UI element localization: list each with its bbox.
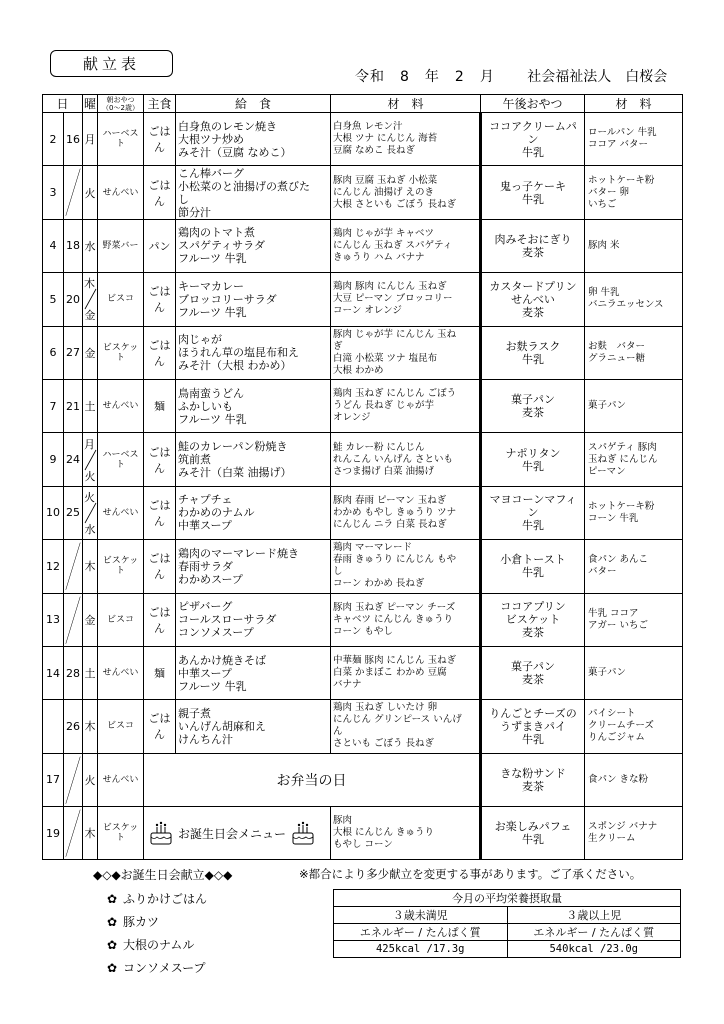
day-number: 14 bbox=[43, 646, 64, 699]
slash-mark bbox=[83, 275, 98, 323]
afternoon-snack: ココアクリームパ ン 牛乳 bbox=[481, 113, 585, 166]
snack-ingredients: 菓子パン bbox=[585, 379, 683, 432]
cake-icon bbox=[290, 819, 316, 847]
weekday: 月 bbox=[83, 113, 98, 166]
day-number: 9 bbox=[43, 433, 64, 486]
morning-snack: ビスケッ ト bbox=[98, 807, 144, 860]
ingredients: 鶏肉 マーマレード 春雨 きゅうり にんじん もや し コーン わかめ 長ねぎ bbox=[331, 540, 481, 593]
ingredients: 豚肉 大根 にんじん きゅうり もやし コーン bbox=[331, 807, 481, 860]
snack-ingredients: スポンジ バナナ 生クリーム bbox=[585, 807, 683, 860]
weekday: 木 bbox=[83, 540, 98, 593]
weekday: 土 bbox=[83, 379, 98, 432]
weekday: 火 bbox=[83, 166, 98, 219]
special-day-label: お弁当の日 bbox=[144, 753, 481, 806]
slash-mark bbox=[64, 594, 82, 646]
date-number: 25 bbox=[64, 486, 83, 539]
ingredients: 鶏肉 玉ねぎ にんじん ごぼう うどん 長ねぎ じゃが芋 オレンジ bbox=[331, 379, 481, 432]
snack-ingredients: 食パン あんこ バター bbox=[585, 540, 683, 593]
date-number: 24 bbox=[64, 433, 83, 486]
day-number: 10 bbox=[43, 486, 64, 539]
date-number: 16 bbox=[64, 113, 83, 166]
weekday: 月 火 bbox=[83, 433, 98, 486]
date-number: 21 bbox=[64, 379, 83, 432]
lunch-menu: 肉じゃが ほうれん草の塩昆布和え みそ汁（大根 わかめ） bbox=[176, 326, 331, 379]
lunch-menu: 鶏肉のマーマレード焼き 春雨サラダ わかめスープ bbox=[176, 540, 331, 593]
lunch-menu: チャプチェ わかめのナムル 中華スープ bbox=[176, 486, 331, 539]
nutrition-table bbox=[333, 889, 681, 958]
table-row bbox=[43, 113, 683, 166]
afternoon-snack: 肉みそおにぎり 麦茶 bbox=[481, 219, 585, 272]
morning-snack: せんべい bbox=[98, 646, 144, 699]
afternoon-snack: マヨコーンマフィ ン 牛乳 bbox=[481, 486, 585, 539]
staple-food: ごはん bbox=[144, 540, 176, 593]
snack-ingredients: 牛乳 ココア アガー いちご bbox=[585, 593, 683, 646]
page-title: 献立表 bbox=[50, 50, 173, 77]
day-number: 19 bbox=[43, 807, 64, 860]
day-number: 17 bbox=[43, 753, 64, 806]
date-slash bbox=[64, 540, 83, 593]
staple-food: ごはん bbox=[144, 166, 176, 219]
table-row bbox=[43, 540, 683, 593]
change-note: ※都合により多少献立を変更する事があります。ご了承ください。 bbox=[299, 867, 642, 881]
morning-snack: せんべい bbox=[98, 486, 144, 539]
nutrition-label: エネルギー / たんぱく質 bbox=[507, 924, 681, 941]
nutrition-over3-value: 540kcal /23.0g bbox=[507, 941, 681, 958]
lunch-menu: キーマカレー ブロッコリーサラダ フルーツ 牛乳 bbox=[176, 273, 331, 326]
afternoon-snack: 菓子パン 麦茶 bbox=[481, 379, 585, 432]
day-number: 6 bbox=[43, 326, 64, 379]
staple-food: ごはん bbox=[144, 433, 176, 486]
table-row bbox=[43, 433, 683, 486]
weekday: 木 金 bbox=[83, 273, 98, 326]
ingredients: 豚肉 じゃが芋 にんじん 玉ね ぎ 白滝 小松菜 ツナ 塩昆布 大根 わかめ bbox=[331, 326, 481, 379]
table-row bbox=[43, 166, 683, 219]
date-slash bbox=[64, 753, 83, 806]
morning-snack: ビスケッ ト bbox=[98, 540, 144, 593]
morning-snack: ハーベス ト bbox=[98, 433, 144, 486]
slash-mark bbox=[64, 540, 82, 592]
nutrition-under3-header: ３歳未満児 bbox=[334, 907, 508, 924]
slash-mark bbox=[83, 436, 98, 484]
morning-snack: ビスケッ ト bbox=[98, 326, 144, 379]
day-number bbox=[43, 700, 64, 753]
date-number: 20 bbox=[64, 273, 83, 326]
lunch-menu: あんかけ焼きそば 中華スープ フルーツ 牛乳 bbox=[176, 646, 331, 699]
morning-snack: ビスコ bbox=[98, 593, 144, 646]
lunch-menu: こん棒バーグ 小松菜のと油揚げの煮びた し 節分汁 bbox=[176, 166, 331, 219]
ingredients: 鶏肉 豚肉 にんじん 玉ねぎ 大豆 ピーマン ブロッコリー コーン オレンジ bbox=[331, 273, 481, 326]
afternoon-snack: ナポリタン 牛乳 bbox=[481, 433, 585, 486]
nutrition-under3-value: 425kcal /17.3g bbox=[334, 941, 508, 958]
table-row bbox=[43, 326, 683, 379]
table-row bbox=[43, 593, 683, 646]
afternoon-snack: カスタードプリン せんべい 麦茶 bbox=[481, 273, 585, 326]
afternoon-snack: きな粉サンド 麦茶 bbox=[481, 753, 585, 806]
slash-mark bbox=[83, 489, 98, 537]
staple-food: ごはん bbox=[144, 593, 176, 646]
col-afternoon-snack: 午後おやつ bbox=[481, 95, 585, 113]
afternoon-snack: りんごとチーズの うずまきパイ 牛乳 bbox=[481, 700, 585, 753]
staple-food: ごはん bbox=[144, 326, 176, 379]
weekday: 木 bbox=[83, 700, 98, 753]
menu-month: 令和 8 年 2 月 bbox=[355, 69, 495, 85]
birthday-item: ✿ ふりかけごはん bbox=[107, 892, 208, 906]
day-number: 5 bbox=[43, 273, 64, 326]
afternoon-snack: お麩ラスク 牛乳 bbox=[481, 326, 585, 379]
ingredients: 鶏肉 玉ねぎ しいたけ 卵 にんじん グリンピース いんげ ん さといも ごぼう 長ねぎ bbox=[331, 700, 481, 753]
morning-snack: ビスコ bbox=[98, 273, 144, 326]
weekday: 火 bbox=[83, 753, 98, 806]
table-row bbox=[43, 807, 683, 860]
staple-food: パン bbox=[144, 219, 176, 272]
weekday: 木 bbox=[83, 807, 98, 860]
day-number: 4 bbox=[43, 219, 64, 272]
birthday-menu-label: お誕生日会メニュー bbox=[178, 826, 287, 841]
snack-ingredients: お麩 バター グラニュー糖 bbox=[585, 326, 683, 379]
snack-ingredients: ホットケーキ粉 バター 卵 いちご bbox=[585, 166, 683, 219]
table-row bbox=[43, 219, 683, 272]
weekday: 水 bbox=[83, 219, 98, 272]
ingredients: 豚肉 玉ねぎ ピーマン チーズ キャベツ にんじん きゅうり コーン もやし bbox=[331, 593, 481, 646]
slash-mark bbox=[64, 754, 82, 806]
date-number: 28 bbox=[64, 646, 83, 699]
lunch-menu: 鳥南蛮うどん ふかしいも フルーツ 牛乳 bbox=[176, 379, 331, 432]
col-meal: 給 食 bbox=[176, 95, 331, 113]
col-staple: 主食 bbox=[144, 95, 176, 113]
day-number: 7 bbox=[43, 379, 64, 432]
birthday-menu-title: ◆◇◆お誕生日会献立◆◇◆ bbox=[93, 868, 233, 882]
table-row bbox=[43, 646, 683, 699]
weekday: 金 bbox=[83, 326, 98, 379]
birthday-item: ✿ 大根のナムル bbox=[107, 938, 195, 952]
cake-icon bbox=[148, 819, 174, 847]
afternoon-snack: お楽しみパフェ 牛乳 bbox=[481, 807, 585, 860]
staple-food: 麺 bbox=[144, 379, 176, 432]
col-dow: 曜 bbox=[83, 95, 98, 113]
date-slash bbox=[64, 593, 83, 646]
birthday-menu-cell bbox=[144, 807, 331, 860]
slash-mark bbox=[64, 807, 82, 859]
col-day: 日 bbox=[43, 95, 83, 113]
table-row bbox=[43, 753, 683, 806]
nutrition-label: エネルギー / たんぱく質 bbox=[334, 924, 508, 941]
date-number: 18 bbox=[64, 219, 83, 272]
organization-name: 社会福祉法人 白桜会 bbox=[527, 69, 668, 85]
date-number: 27 bbox=[64, 326, 83, 379]
ingredients: 豚肉 春雨 ピーマン 玉ねぎ わかめ もやし きゅうり ツナ にんじん ニラ 白菜 長ねぎ bbox=[331, 486, 481, 539]
nutrition-over3-header: ３歳以上児 bbox=[507, 907, 681, 924]
menu-table bbox=[42, 94, 683, 860]
birthday-item: ✿ コンソメスープ bbox=[107, 961, 206, 975]
morning-snack: ビスコ bbox=[98, 700, 144, 753]
snack-ingredients: 菓子パン bbox=[585, 646, 683, 699]
snack-ingredients: パイシート クリームチーズ りんごジャム bbox=[585, 700, 683, 753]
lunch-menu: 親子煮 いんげん胡麻和え けんちん汁 bbox=[176, 700, 331, 753]
header-line bbox=[355, 66, 667, 86]
morning-snack: せんべい bbox=[98, 379, 144, 432]
table-header bbox=[43, 95, 683, 113]
ingredients: 白身魚 レモン汁 大根 ツナ にんじん 海苔 豆腐 なめこ 長ねぎ bbox=[331, 113, 481, 166]
afternoon-snack: 鬼っ子ケーキ 牛乳 bbox=[481, 166, 585, 219]
lunch-menu: 鮭のカレーパン粉焼き 筑前煮 みそ汁（白菜 油揚げ） bbox=[176, 433, 331, 486]
day-number: 3 bbox=[43, 166, 64, 219]
day-number: 13 bbox=[43, 593, 64, 646]
snack-ingredients: 卵 牛乳 バニラエッセンス bbox=[585, 273, 683, 326]
snack-ingredients: スパゲティ 豚肉 玉ねぎ にんじん ピーマン bbox=[585, 433, 683, 486]
weekday: 土 bbox=[83, 646, 98, 699]
snack-ingredients: ロールパン 牛乳 ココア バター bbox=[585, 113, 683, 166]
flower-icon: ✿ bbox=[107, 915, 118, 929]
snack-ingredients: 食パン きな粉 bbox=[585, 753, 683, 806]
lunch-menu: ピザバーグ コールスローサラダ コンソメスープ bbox=[176, 593, 331, 646]
staple-food: ごはん bbox=[144, 486, 176, 539]
afternoon-snack: 菓子パン 麦茶 bbox=[481, 646, 585, 699]
staple-food: ごはん bbox=[144, 113, 176, 166]
birthday-item: ✿ 豚カツ bbox=[107, 915, 160, 929]
date-slash bbox=[64, 807, 83, 860]
staple-food: ごはん bbox=[144, 273, 176, 326]
col-morning-snack: 朝おやつ （0～2歳） bbox=[98, 95, 144, 113]
ingredients: 鮭 カレー粉 にんじん れんこん いんげん さといも さつま揚げ 白菜 油揚げ bbox=[331, 433, 481, 486]
ingredients: 鶏肉 じゃが芋 キャベツ にんじん 玉ねぎ スパゲティ きゅうり ハム バナナ bbox=[331, 219, 481, 272]
table-row bbox=[43, 273, 683, 326]
ingredients: 豚肉 豆腐 玉ねぎ 小松菜 にんじん 油揚げ えのき 大根 さといも ごぼう 長ねぎ bbox=[331, 166, 481, 219]
table-row bbox=[43, 379, 683, 432]
staple-food: 麺 bbox=[144, 646, 176, 699]
snack-ingredients: 豚肉 米 bbox=[585, 219, 683, 272]
table-row bbox=[43, 486, 683, 539]
table-row bbox=[43, 700, 683, 753]
morning-snack: せんべい bbox=[98, 753, 144, 806]
morning-snack: 野菜バー bbox=[98, 219, 144, 272]
flower-icon: ✿ bbox=[107, 938, 118, 952]
col-snack-ingredients: 材 料 bbox=[585, 95, 683, 113]
flower-icon: ✿ bbox=[107, 892, 118, 906]
afternoon-snack: 小倉トースト 牛乳 bbox=[481, 540, 585, 593]
flower-icon: ✿ bbox=[107, 961, 118, 975]
morning-snack: せんべい bbox=[98, 166, 144, 219]
ingredients: 中華麺 豚肉 にんじん 玉ねぎ 白菜 かまぼこ わかめ 豆腐 バナナ bbox=[331, 646, 481, 699]
date-slash bbox=[64, 166, 83, 219]
morning-snack: ハーベス ト bbox=[98, 113, 144, 166]
afternoon-snack: ココアプリン ビスケット 麦茶 bbox=[481, 593, 585, 646]
nutrition-title: 今月の平均栄養摂取量 bbox=[334, 890, 681, 907]
day-number: 2 bbox=[43, 113, 64, 166]
slash-mark bbox=[64, 166, 82, 218]
lunch-menu: 鶏肉のトマト煮 スパゲティサラダ フルーツ 牛乳 bbox=[176, 219, 331, 272]
col-ingredients: 材 料 bbox=[331, 95, 481, 113]
date-number: 26 bbox=[64, 700, 83, 753]
staple-food: ごはん bbox=[144, 700, 176, 753]
snack-ingredients: ホットケーキ粉 コーン 牛乳 bbox=[585, 486, 683, 539]
weekday: 火 水 bbox=[83, 486, 98, 539]
day-number: 12 bbox=[43, 540, 64, 593]
weekday: 金 bbox=[83, 593, 98, 646]
lunch-menu: 白身魚のレモン焼き 大根ツナ炒め みそ汁（豆腐 なめこ） bbox=[176, 113, 331, 166]
